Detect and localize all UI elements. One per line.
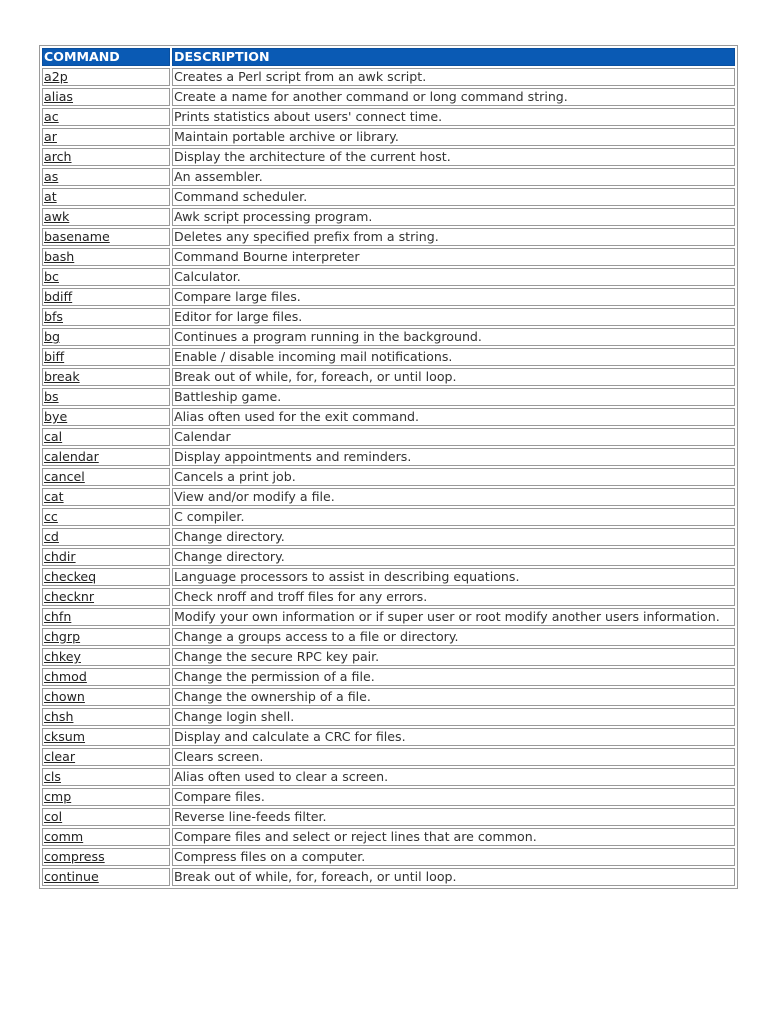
description-cell: Calendar: [172, 428, 735, 446]
command-link[interactable]: cat: [44, 489, 64, 504]
command-cell: [42, 808, 170, 826]
command-cell: [42, 828, 170, 846]
command-link[interactable]: checkeq: [44, 569, 97, 584]
description-cell: Alias often used for the exit command.: [172, 408, 735, 426]
command-link[interactable]: bye: [44, 409, 68, 424]
command-link[interactable]: chgrp: [44, 629, 81, 644]
table-row: [42, 388, 735, 406]
command-cell: [42, 568, 170, 586]
command-link[interactable]: cc: [44, 509, 58, 524]
table-row: [42, 548, 735, 566]
command-cell: [42, 688, 170, 706]
command-cell: [42, 648, 170, 666]
command-cell: [42, 788, 170, 806]
command-cell: [42, 448, 170, 466]
table-row: [42, 508, 735, 526]
command-link[interactable]: arch: [44, 149, 72, 164]
table-row: [42, 228, 735, 246]
description-cell: Deletes any specified prefix from a string.: [172, 228, 735, 246]
command-link[interactable]: col: [44, 809, 63, 824]
description-cell: Alias often used to clear a screen.: [172, 768, 735, 786]
command-cell: [42, 628, 170, 646]
table-row: [42, 348, 735, 366]
command-link[interactable]: cal: [44, 429, 63, 444]
table-row: [42, 788, 735, 806]
command-link[interactable]: basename: [44, 229, 110, 244]
command-cell: [42, 848, 170, 866]
table-header-row: [42, 48, 735, 66]
table-row: [42, 368, 735, 386]
command-cell: [42, 68, 170, 86]
command-cell: [42, 408, 170, 426]
table-row: [42, 628, 735, 646]
table-row: [42, 688, 735, 706]
table-row: [42, 308, 735, 326]
column-header-description: DESCRIPTION: [172, 48, 735, 66]
command-link[interactable]: comm: [44, 829, 84, 844]
description-cell: Create a name for another command or long command string.: [172, 88, 735, 106]
description-cell: Reverse line-feeds filter.: [172, 808, 735, 826]
description-cell: An assembler.: [172, 168, 735, 186]
table-row: [42, 608, 735, 626]
command-link[interactable]: chmod: [44, 669, 87, 684]
command-table: [39, 45, 738, 889]
description-cell: Cancels a print job.: [172, 468, 735, 486]
command-link[interactable]: continue: [44, 869, 99, 884]
command-cell: [42, 588, 170, 606]
command-link[interactable]: biff: [44, 349, 65, 364]
command-cell: [42, 368, 170, 386]
table-row: [42, 528, 735, 546]
table-row: [42, 828, 735, 846]
description-cell: Calculator.: [172, 268, 735, 286]
table-row: [42, 568, 735, 586]
table-row: [42, 168, 735, 186]
command-cell: [42, 328, 170, 346]
description-cell: Maintain portable archive or library.: [172, 128, 735, 146]
table-row: [42, 748, 735, 766]
description-cell: Clears screen.: [172, 748, 735, 766]
description-cell: Display and calculate a CRC for files.: [172, 728, 735, 746]
command-cell: [42, 288, 170, 306]
command-link[interactable]: bfs: [44, 309, 63, 324]
command-link[interactable]: bs: [44, 389, 59, 404]
table-row: [42, 668, 735, 686]
table-row: [42, 448, 735, 466]
description-cell: Change the ownership of a file.: [172, 688, 735, 706]
description-cell: Compare files and select or reject lines that are common.: [172, 828, 735, 846]
command-link[interactable]: as: [44, 169, 59, 184]
command-cell: [42, 668, 170, 686]
command-cell: [42, 708, 170, 726]
command-link[interactable]: bg: [44, 329, 60, 344]
table-row: [42, 648, 735, 666]
description-cell: View and/or modify a file.: [172, 488, 735, 506]
description-cell: Change login shell.: [172, 708, 735, 726]
description-cell: Command Bourne interpreter: [172, 248, 735, 266]
description-cell: Editor for large files.: [172, 308, 735, 326]
command-link[interactable]: checknr: [44, 589, 95, 604]
command-link[interactable]: cmp: [44, 789, 72, 804]
command-table-container: [39, 45, 738, 889]
description-cell: Continues a program running in the background.: [172, 328, 735, 346]
command-link[interactable]: cksum: [44, 729, 86, 744]
command-link[interactable]: bash: [44, 249, 75, 264]
description-cell: Change directory.: [172, 528, 735, 546]
command-link[interactable]: a2p: [44, 69, 68, 84]
command-link[interactable]: chown: [44, 689, 85, 704]
command-link[interactable]: chsh: [44, 709, 74, 724]
command-link[interactable]: ac: [44, 109, 59, 124]
command-link[interactable]: cancel: [44, 469, 85, 484]
command-link[interactable]: cd: [44, 529, 59, 544]
command-cell: [42, 348, 170, 366]
command-cell: [42, 608, 170, 626]
description-cell: Change the permission of a file.: [172, 668, 735, 686]
table-row: [42, 148, 735, 166]
command-cell: [42, 148, 170, 166]
table-row: [42, 588, 735, 606]
table-row: [42, 328, 735, 346]
description-cell: Change a groups access to a file or directory.: [172, 628, 735, 646]
description-cell: Display the architecture of the current host.: [172, 148, 735, 166]
command-cell: [42, 548, 170, 566]
command-cell: [42, 228, 170, 246]
description-cell: Compress files on a computer.: [172, 848, 735, 866]
command-link[interactable]: compress: [44, 849, 105, 864]
table-row: [42, 708, 735, 726]
description-cell: Change directory.: [172, 548, 735, 566]
command-link[interactable]: bdiff: [44, 289, 73, 304]
command-link[interactable]: ar: [44, 129, 57, 144]
command-link[interactable]: awk: [44, 209, 70, 224]
table-row: [42, 188, 735, 206]
command-link[interactable]: alias: [44, 89, 73, 104]
table-row: [42, 288, 735, 306]
table-row: [42, 808, 735, 826]
command-link[interactable]: bc: [44, 269, 59, 284]
command-cell: [42, 108, 170, 126]
command-cell: [42, 528, 170, 546]
table-row: [42, 488, 735, 506]
table-row: [42, 108, 735, 126]
command-link[interactable]: chkey: [44, 649, 81, 664]
table-row: [42, 408, 735, 426]
command-cell: [42, 248, 170, 266]
command-cell: [42, 168, 170, 186]
table-row: [42, 88, 735, 106]
description-cell: Compare large files.: [172, 288, 735, 306]
command-cell: [42, 188, 170, 206]
table-row: [42, 208, 735, 226]
command-link[interactable]: cls: [44, 769, 61, 784]
table-row: [42, 728, 735, 746]
column-header-command: COMMAND: [42, 48, 170, 66]
command-link[interactable]: at: [44, 189, 57, 204]
table-row: [42, 768, 735, 786]
command-cell: [42, 468, 170, 486]
table-row: [42, 428, 735, 446]
description-cell: Modify your own information or if super user or root modify another users information.: [172, 608, 735, 626]
command-table-body: [42, 68, 735, 886]
description-cell: Enable / disable incoming mail notifications.: [172, 348, 735, 366]
command-cell: [42, 308, 170, 326]
command-cell: [42, 88, 170, 106]
description-cell: Change the secure RPC key pair.: [172, 648, 735, 666]
description-cell: Creates a Perl script from an awk script.: [172, 68, 735, 86]
command-link[interactable]: break: [44, 369, 80, 384]
command-cell: [42, 508, 170, 526]
table-row: [42, 468, 735, 486]
description-cell: C compiler.: [172, 508, 735, 526]
description-cell: Break out of while, for, foreach, or until loop.: [172, 368, 735, 386]
command-link[interactable]: clear: [44, 749, 76, 764]
command-cell: [42, 768, 170, 786]
description-cell: Awk script processing program.: [172, 208, 735, 226]
description-cell: Battleship game.: [172, 388, 735, 406]
command-link[interactable]: chfn: [44, 609, 72, 624]
description-cell: Compare files.: [172, 788, 735, 806]
command-link[interactable]: chdir: [44, 549, 76, 564]
command-cell: [42, 428, 170, 446]
command-cell: [42, 868, 170, 886]
command-cell: [42, 268, 170, 286]
table-row: [42, 68, 735, 86]
description-cell: Display appointments and reminders.: [172, 448, 735, 466]
description-cell: Language processors to assist in describing equations.: [172, 568, 735, 586]
table-row: [42, 268, 735, 286]
command-cell: [42, 488, 170, 506]
command-link[interactable]: calendar: [44, 449, 99, 464]
description-cell: Check nroff and troff files for any errors.: [172, 588, 735, 606]
table-row: [42, 248, 735, 266]
table-row: [42, 868, 735, 886]
description-cell: Command scheduler.: [172, 188, 735, 206]
command-cell: [42, 388, 170, 406]
command-cell: [42, 748, 170, 766]
table-row: [42, 848, 735, 866]
command-cell: [42, 728, 170, 746]
command-cell: [42, 208, 170, 226]
description-cell: Prints statistics about users' connect time.: [172, 108, 735, 126]
table-row: [42, 128, 735, 146]
command-cell: [42, 128, 170, 146]
description-cell: Break out of while, for, foreach, or until loop.: [172, 868, 735, 886]
